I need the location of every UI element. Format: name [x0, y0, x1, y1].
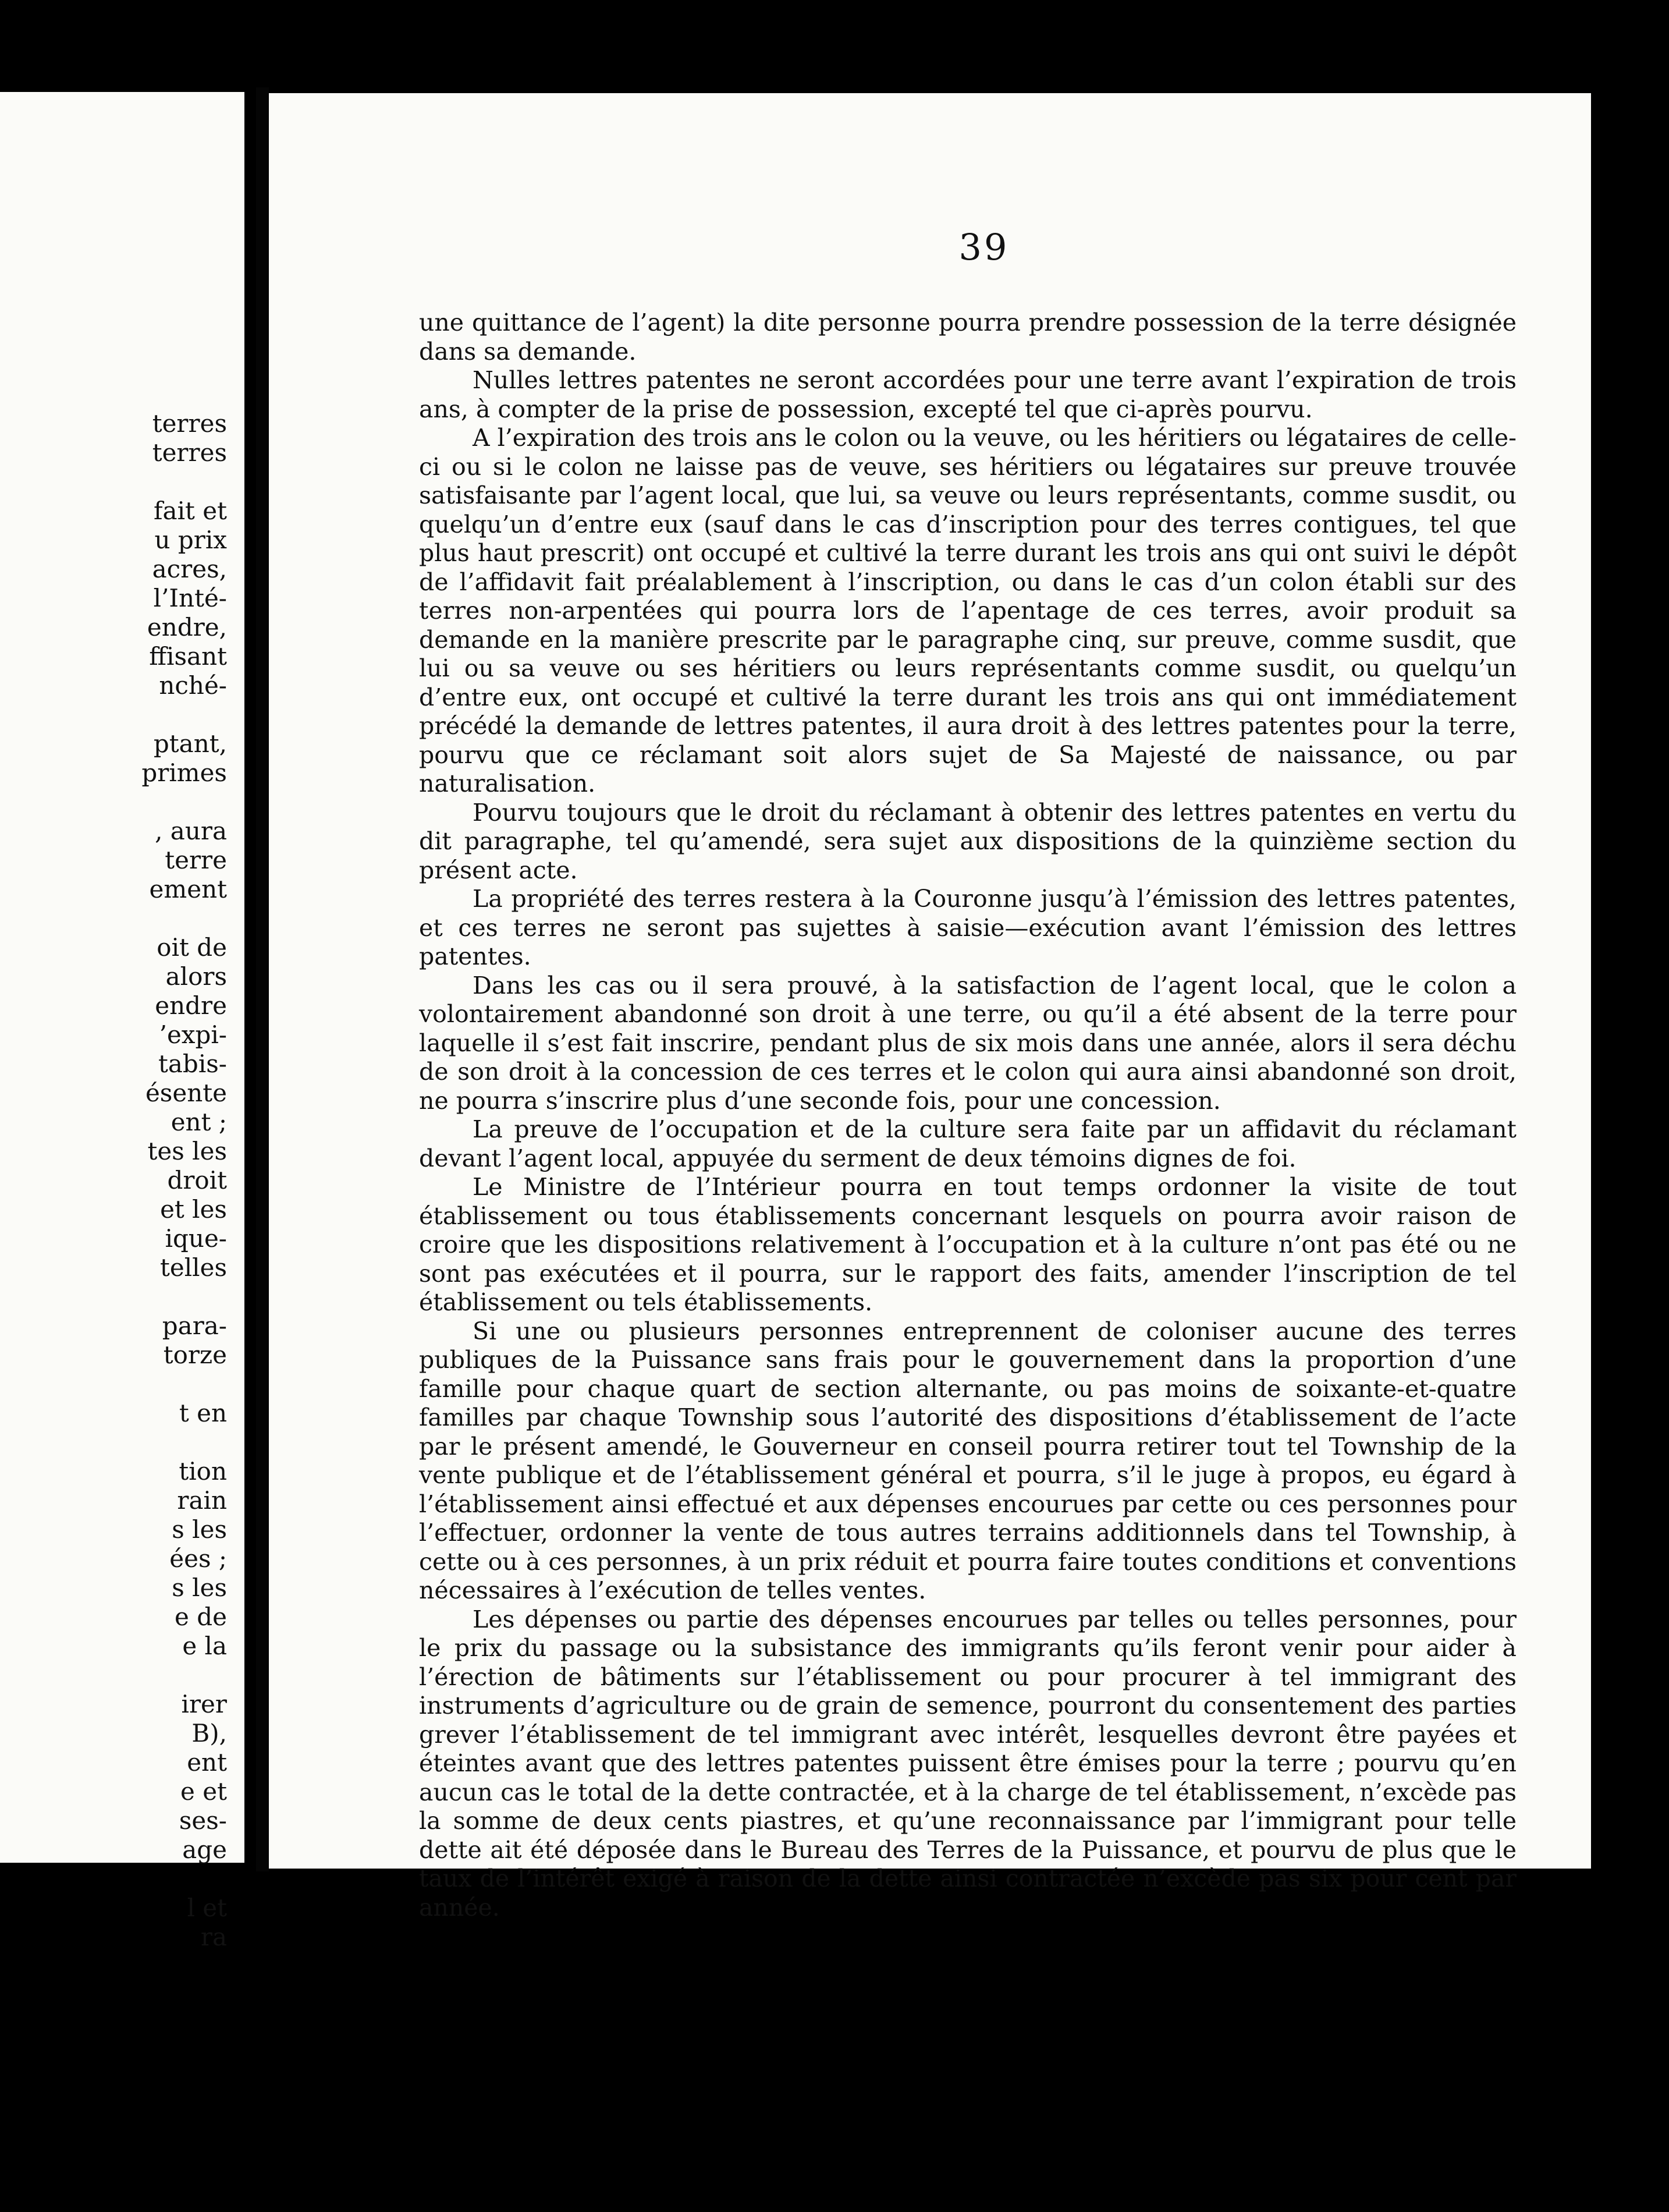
paragraph: Les dépenses ou partie des dépenses encourues par telles ou telles personnes, pour le prix du passage ou la subsistance des immigrants qu’ils feront venir pour aider à l’érection de bâtiments sur l’établissement ou pour procurer à tel immigrant des instruments d’agriculture ou de grain de semence, pourront du consentement des parties grever l’établissement de tel immigrant avec intérêt, lesquelles devront être payées et éteintes avant que des lettres patentes puissent être émises pour la terre ; pourvu qu’en aucun cas le total de la dette contractée, et à la charge de tel établissement, n’excède pas la somme de deux cents piastres, et qu’une reconnaissance par l’immigrant pour telle dette ait été déposée dans le Bureau des Terres de la Puissance, et pourvu de plus que le taux de l’intérêt exigé à raison de la dette ainsi contractée n’excède pas six pour cent par année.: [419, 1605, 1517, 1922]
previous-page-fragment: terre: [165, 846, 227, 874]
previous-page-fragment: telles: [159, 1253, 227, 1282]
previous-page-fragment: ement: [149, 875, 227, 903]
paragraph: La propriété des terres restera à la Couronne jusqu’à l’émission des lettres patentes, et ces terres ne seront pas sujettes à saisie—exécution avant l’émission des lettres patentes.: [419, 885, 1517, 970]
previous-page-fragment: ses-: [179, 1806, 227, 1835]
previous-page-fragment: e la: [182, 1632, 227, 1660]
previous-page-fragment: [111, 904, 227, 933]
previous-page-fragment: irer: [181, 1690, 227, 1718]
previous-page-fragment: [111, 1282, 227, 1311]
previous-page-fragment: [111, 1661, 227, 1690]
previous-page-fragment: ptant,: [153, 729, 227, 758]
page-gutter: [256, 87, 269, 1871]
previous-page-fragment: [111, 788, 227, 817]
previous-page-fragment: endre: [155, 991, 227, 1020]
previous-page-fragment: droit: [167, 1166, 227, 1194]
previous-page-fragment: rain: [177, 1486, 227, 1515]
previous-page-fragment: s les: [172, 1573, 227, 1602]
document-page: [269, 93, 1591, 1922]
previous-page-fragment: terres: [152, 438, 227, 467]
previous-page-fragment: [111, 1370, 227, 1399]
page-number: 39: [958, 226, 1010, 268]
previous-page-fragment: l et: [187, 1894, 227, 1922]
previous-page-edge: [0, 92, 244, 1951]
previous-page-fragment: et les: [160, 1195, 227, 1224]
previous-page-fragment: ésente: [145, 1079, 227, 1107]
previous-page-fragment: [111, 467, 227, 497]
previous-page-fragment: ent ;: [171, 1108, 227, 1136]
previous-page-fragment: [111, 1428, 227, 1457]
previous-page-fragment: e de: [175, 1603, 227, 1631]
body-text: [419, 309, 1517, 1922]
previous-page-fragment: u prix: [154, 526, 227, 554]
previous-page-fragment: s les: [172, 1515, 227, 1544]
previous-page-fragment: ffisant: [149, 642, 227, 671]
previous-page-fragment: ’expi-: [159, 1020, 227, 1049]
previous-page-fragment: ent: [187, 1748, 227, 1777]
previous-page-fragment: l’Inté-: [153, 584, 227, 612]
previous-page-text-fragments: [111, 409, 227, 1952]
paragraph: La preuve de l’occupation et de la culture sera faite par un affidavit du réclamant devant l’agent local, appuyée du serment de deux témoins dignes de foi.: [419, 1115, 1517, 1172]
paragraph: Nulles lettres patentes ne seront accordées pour une terre avant l’expiration de trois ans, à compter de la prise de possession, excepté tel que ci-après pourvu.: [419, 366, 1517, 423]
previous-page-fragment: tabis-: [158, 1050, 227, 1078]
paragraph: une quittance de l’agent) la dite personne pourra prendre possession de la terre désignée dans sa demande.: [419, 309, 1517, 366]
previous-page-fragment: oit de: [157, 933, 227, 962]
previous-page-fragment: , aura: [155, 817, 227, 845]
previous-page-fragment: para-: [162, 1311, 227, 1340]
paragraph: A l’expiration des trois ans le colon ou la veuve, ou les héritiers ou légataires de celle-ci ou si le colon ne laisse pas de veuve, ses héritiers ou légataires sur preuve trouvée satisfaisante par l’agent local, que lui, sa veuve ou leurs représentants, comme susdit, ou quelqu’un d’entre eux (sauf dans le cas d’inscription pour des terres contigues, tel que plus haut prescrit) ont occupé et cultivé la terre durant les trois ans qui ont suivi le dépôt de l’affidavit fait préalablement à l’inscription, ou dans le cas d’un colon établi sur des terres non-arpentées qui pourra lors de l’apentage de ces terres, avoir produit sa demande en la manière prescrite par le paragraphe cinq, sur preuve, comme susdit, que lui ou sa veuve ou ses héritiers ou leurs représentants comme susdit, ou quelqu’un d’entre eux, ont occupé et cultivé la terre durant les trois ans qui ont immédiatement précédé la demande de lettres patentes, il aura droit à des lettres patentes pour la terre, pourvu que ce réclamant soit alors sujet de Sa Majesté de naissance, ou par naturalisation.: [419, 424, 1517, 797]
previous-page-fragment: age: [182, 1835, 227, 1864]
previous-page-fragment: e et: [180, 1777, 227, 1806]
previous-page-fragment: B),: [191, 1719, 227, 1747]
previous-page-fragment: tes les: [147, 1137, 227, 1165]
previous-page-fragment: fait et: [154, 497, 227, 525]
paragraph: Pourvu toujours que le droit du réclamant à obtenir des lettres patentes en vertu du dit paragraphe, tel qu’amendé, sera sujet aux dispositions de la quinzième section du présent acte.: [419, 798, 1517, 884]
previous-page-fragment: terres: [152, 409, 227, 438]
previous-page-fragment: [111, 1864, 227, 1894]
previous-page-fragment: ra: [200, 1923, 227, 1951]
previous-page-fragment: acres,: [152, 555, 227, 583]
previous-page-fragment: endre,: [147, 613, 227, 641]
previous-page-fragment: ées ;: [169, 1544, 227, 1573]
previous-page-fragment: [111, 700, 227, 729]
previous-page-fragment: ique-: [165, 1224, 227, 1253]
previous-page-fragment: t en: [179, 1399, 227, 1427]
previous-page-fragment: primes: [141, 758, 227, 787]
previous-page-fragment: torze: [163, 1341, 227, 1369]
paragraph: Dans les cas ou il sera prouvé, à la satisfaction de l’agent local, que le colon a volontairement abandonné son droit à une terre, ou qu’il a été absent de la terre pour laquelle il s’est fait inscrire, pendant plus de six mois dans une année, alors il sera déchu de son droit à la concession de ces terres et le colon qui aura ainsi abandonné son droit, ne pourra s’inscrire plus d’une seconde fois, pour une concession.: [419, 971, 1517, 1115]
previous-page-fragment: nché-: [159, 671, 227, 700]
paragraph: Si une ou plusieurs personnes entreprennent de coloniser aucune des terres publiques de la Puissance sans frais pour le gouvernement dans la proportion d’une famille pour chaque quart de section alternante, ou pas moins de soixante-et-quatre familles par chaque Township sous l’autorité des dispositions d’établissement de l’acte par le présent amendé, le Gouverneur en conseil pourra retirer tout tel Township de la vente publique et de l’établissement général et pourra, s’il le juge à propos, eu égard à l’établissement ainsi effectué et aux dépenses encourues par cette ou ces personnes pour l’effectuer, ordonner la vente de tous autres terrains additionnels dans tel Township, à cette ou à ces personnes, à un prix réduit et pourra faire toutes conditions et conventions nécessaires à l’exécution de telles ventes.: [419, 1317, 1517, 1604]
previous-page-fragment: alors: [165, 962, 227, 991]
previous-page-fragment: tion: [179, 1457, 227, 1486]
paragraph: Le Ministre de l’Intérieur pourra en tout temps ordonner la visite de tout établissement ou tous établissements concernant lesquels on pourra avoir raison de croire que les dispositions relativement à l’occupation et à la culture n’ont pas été ou ne sont pas exécutées et il pourra, sur le rapport des faits, amender l’inscription de tel établissement ou tels établissements.: [419, 1173, 1517, 1316]
